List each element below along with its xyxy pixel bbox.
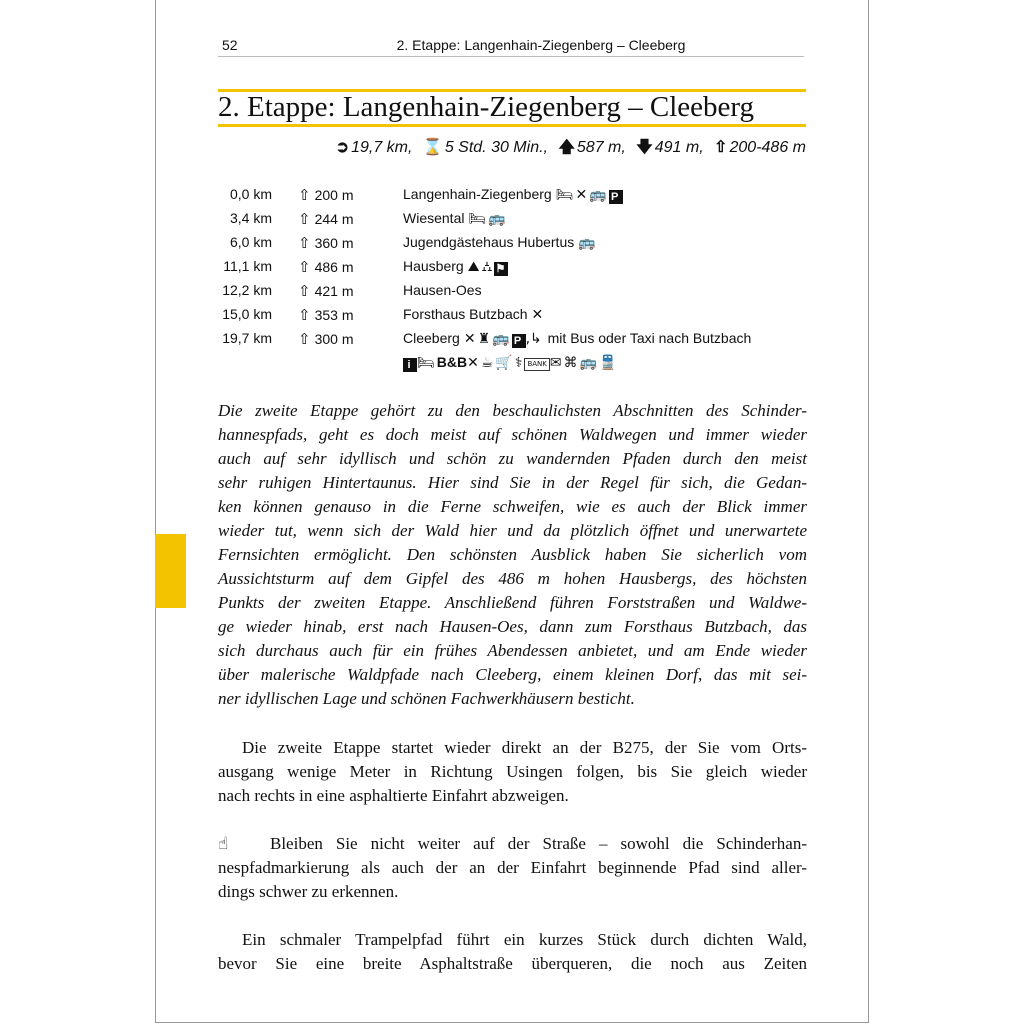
altitude-arrow-icon: ⇧: [298, 331, 311, 348]
bus-icon: 🚌: [488, 211, 508, 227]
hourglass-icon: ⌛: [422, 139, 443, 156]
castle-icon: ♜: [477, 331, 493, 347]
text-line: [218, 543, 807, 567]
row-km: 12,2 km: [222, 282, 272, 298]
row-altitude: [298, 258, 354, 276]
altitude-value: 353 m: [314, 307, 354, 323]
restaurant-icon: ✕: [531, 307, 546, 323]
post-icon: ✉: [549, 355, 564, 371]
text-line: [218, 495, 807, 519]
descent-arrow-icon: 🡇: [636, 139, 653, 156]
text-line: [218, 567, 807, 591]
chapter-tab-marker: [155, 534, 186, 608]
restaurant-icon: ✕: [463, 331, 478, 347]
text-line-content: Die zweite Etappe startet wieder direkt an der B275, der Sie vom Orts-: [242, 738, 807, 757]
altitude-arrow-icon: ⇧: [298, 187, 311, 204]
restaurant-icon: ✕: [575, 187, 590, 203]
text-line-content: ken können genauso in die Ferne schweifen, wie es auch der Blick immer: [218, 497, 807, 516]
text-line: [218, 615, 807, 639]
text-line: [218, 591, 807, 615]
text-line-content: wieder tut, wenn sich der Wald hier und da plötzlich öffnet und unerwartete: [218, 521, 807, 540]
attraction-icon: ⌘: [563, 355, 580, 371]
itinerary-row: [218, 280, 808, 304]
row-altitude: [298, 234, 354, 252]
stage-intro: [218, 399, 807, 711]
altitude-value: 421 m: [314, 283, 354, 299]
row-altitude: [298, 330, 354, 348]
text-line-content: bevor Sie eine breite Asphaltstraße überqueren, die noch aus Zeiten: [218, 954, 807, 973]
info-icon: i: [403, 358, 417, 372]
bus-icon: 🚌: [492, 331, 512, 347]
text-line: [218, 687, 807, 711]
shopping-cart-icon: 🛒: [495, 355, 515, 371]
place-name: Cleeberg: [403, 330, 460, 346]
page-number: 52: [222, 37, 238, 53]
text-line-content: Bleiben Sie nicht weiter auf der Straße – sowohl die Schinderhan-: [270, 834, 807, 853]
bank-icon: BANK: [524, 358, 549, 371]
text-line-content: sich durchaus auch für ein frühes Abendessen anbietet, und am Ende wieder: [218, 641, 807, 660]
place-name: Wiesental: [403, 210, 465, 226]
row-km: 11,1 km: [223, 258, 272, 274]
row-place: [403, 306, 545, 323]
row-place: [403, 186, 623, 204]
itinerary-row: [218, 232, 808, 256]
text-line-content: hannespfads, geht es doch meist auf schönen Waldwegen und immer wieder: [218, 425, 807, 444]
altitude-value: 360 m: [314, 235, 354, 251]
altitude-value: 486 m: [314, 259, 354, 275]
place-name: Hausen-Oes: [403, 282, 482, 298]
row-km: 6,0 km: [229, 234, 272, 250]
itinerary-row: [218, 256, 808, 280]
bus-icon: 🚌: [578, 235, 598, 251]
altitude-arrow-icon: ⇧: [298, 283, 311, 300]
cleeberg-amenities: [403, 354, 618, 372]
text-line: [218, 880, 807, 904]
stat-distance: 19,7 km,: [351, 139, 413, 156]
row-place: [403, 234, 598, 251]
text-line: [218, 447, 807, 471]
text-line: [218, 952, 807, 976]
row-km: 19,7 km: [222, 330, 272, 346]
altitude-icon: ⇧: [714, 139, 728, 156]
text-line-content: dings schwer zu erkennen.: [218, 882, 399, 901]
bus-icon: 🚌: [589, 187, 609, 203]
body-paragraph-2: [218, 928, 807, 976]
tip-paragraph: [218, 832, 807, 904]
text-line-content: Die zweite Etappe gehört zu den beschaulichsten Abschnitten des Schinder-: [218, 401, 807, 420]
text-line: [218, 784, 807, 808]
text-line: [218, 832, 807, 856]
restaurant-icon: ✕: [467, 355, 481, 371]
title-rule-bottom: [218, 124, 806, 127]
row-place: Cleeberg ✕♜🚌 P ,↳ mit Bus oder Taxi nach Butzbach: [403, 330, 752, 347]
text-line-content: über malerische Waldpfade nach Cleeberg, einem kleinen Dorf, das mit sei-: [218, 665, 807, 684]
text-line: [218, 663, 807, 687]
transfer-note: mit Bus oder Taxi nach Butzbach: [547, 330, 752, 346]
text-line: [218, 760, 807, 784]
hand-icon: ☝: [218, 834, 229, 854]
pharmacy-icon: ⚕: [514, 355, 525, 371]
stat-altitude-range: 200-486 m: [729, 139, 806, 156]
text-line-content: auch auf sehr idyllisch und schön zu wandernden Pfaden durch den meist: [218, 449, 807, 468]
itinerary-row: [218, 304, 808, 328]
text-line-content: sehr ruhigen Hintertaunus. Hier sind Sie in der Regel für sich, die Gedan-: [218, 473, 807, 492]
bed-icon: 🛏: [468, 211, 489, 227]
itinerary-row: [218, 208, 808, 232]
bed-icon: 🛏: [417, 355, 437, 371]
bb-label: B&B: [436, 354, 468, 370]
stat-descent: 491 m,: [654, 139, 704, 156]
itinerary-row: [218, 184, 808, 208]
stage-stats: [330, 136, 806, 163]
place-name: Hausberg: [403, 258, 464, 274]
cafe-icon: ☕: [480, 355, 496, 371]
text-line-content: ge wieder hinab, erst nach Hausen-Oes, dann zum Forsthaus Butzbach, das: [218, 617, 807, 636]
row-altitude: [298, 186, 354, 204]
parking-icon: P: [609, 190, 623, 204]
picnic-icon: ⛼: [481, 259, 495, 275]
text-line-content: Ein schmaler Trampelpfad führt ein kurzes Stück durch dichten Wald,: [242, 930, 807, 949]
text-line: [218, 471, 807, 495]
altitude-arrow-icon: ⇧: [298, 235, 311, 252]
bus-icon: 🚌: [579, 355, 600, 371]
text-line-content: ner idyllischen Lage und schönen Fachwerkhäusern besticht.: [218, 689, 635, 708]
text-line: [218, 423, 807, 447]
place-name: Forsthaus Butzbach: [403, 306, 528, 322]
itinerary-row: [218, 328, 808, 352]
train-icon: 🚆: [599, 355, 619, 371]
row-km: 0,0 km: [229, 186, 272, 202]
row-km: 3,4 km: [229, 210, 272, 226]
running-title: 2. Etappe: Langenhain-Ziegenberg – Cleeberg: [396, 37, 686, 53]
running-header: [218, 36, 804, 57]
altitude-value: 300 m: [314, 331, 354, 347]
tower-icon: ⚑: [495, 263, 508, 275]
stat-ascent: 587 m,: [576, 139, 626, 156]
text-line-content: Punkts der zweiten Etappe. Anschließend führen Forststraßen und Waldwe-: [218, 593, 807, 612]
altitude-value: 244 m: [314, 211, 354, 227]
row-altitude: [298, 210, 354, 228]
altitude-value: 200 m: [314, 187, 354, 203]
itinerary-row-extras: [218, 352, 808, 376]
itinerary-table: [218, 184, 808, 376]
text-line: [218, 928, 807, 952]
text-line: [218, 639, 807, 663]
text-line: [218, 856, 807, 880]
text-line-content: nespfadmarkierung als auch der an der Einfahrt beginnende Pfad sind aller-: [218, 858, 807, 877]
text-line: [218, 399, 807, 423]
stat-duration: 5 Std. 30 Min.,: [444, 139, 548, 156]
row-place: [403, 282, 482, 298]
altitude-arrow-icon: ⇧: [298, 307, 311, 324]
place-name: Jugendgästehaus Hubertus: [403, 234, 575, 250]
text-line-content: ausgang wenige Meter in Richtung Usingen folgen, bis Sie gleich wieder: [218, 762, 807, 781]
row-km: 15,0 km: [222, 306, 272, 322]
transfer-icon: ↳: [530, 331, 544, 347]
viewpoint-icon: ⛰: [467, 259, 482, 275]
distance-icon: ➲: [335, 139, 350, 156]
ascent-arrow-icon: 🡅: [558, 139, 575, 156]
row-altitude: [298, 282, 354, 300]
text-line-content: nach rechts in eine asphaltierte Einfahrt abzweigen.: [218, 786, 569, 805]
text-line-content: Aussichtsturm auf dem Gipfel des 486 m hohen Hausbergs, des höchsten: [218, 569, 807, 588]
text-line: [218, 736, 807, 760]
row-altitude: [298, 306, 354, 324]
stage-title: 2. Etappe: Langenhain-Ziegenberg – Cleeberg: [218, 91, 755, 123]
text-line: [218, 519, 807, 543]
altitude-arrow-icon: ⇧: [298, 211, 311, 228]
parking-icon: P: [512, 334, 526, 348]
place-name: Langenhain-Ziegenberg: [403, 186, 552, 202]
text-line-content: Fernsichten ermöglicht. Den schönsten Ausblick haben Sie sicherlich vom: [218, 545, 807, 564]
row-place: [403, 258, 508, 277]
body-paragraph-1: [218, 736, 807, 808]
altitude-arrow-icon: ⇧: [298, 259, 311, 276]
bed-icon: 🛏: [555, 187, 576, 203]
row-place: [403, 210, 508, 227]
